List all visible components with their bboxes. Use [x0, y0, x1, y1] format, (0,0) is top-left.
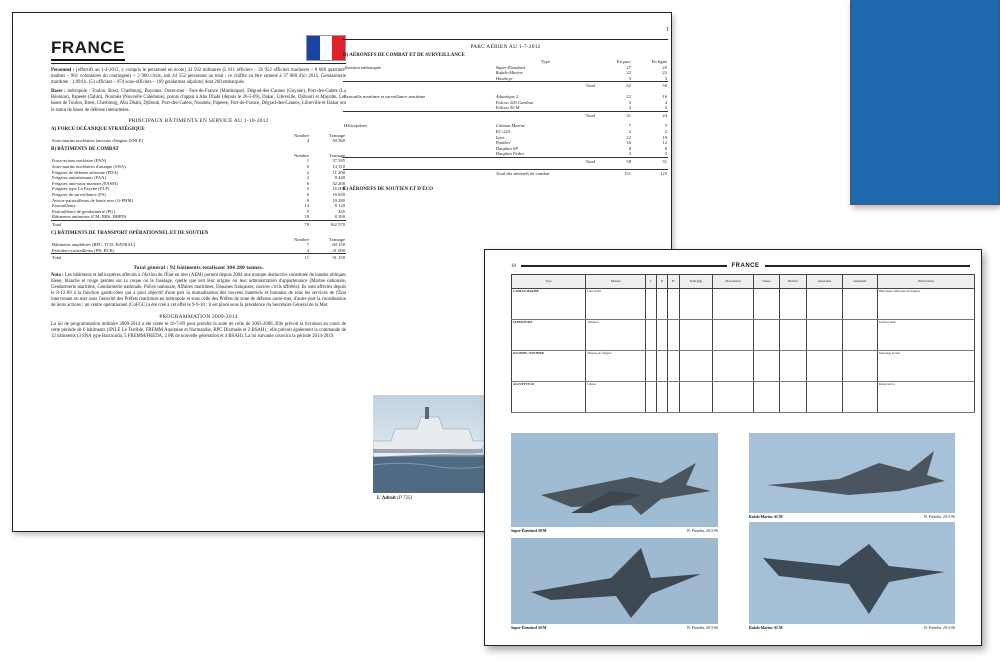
- note-paragraph: Nota : Les bâtiments et hélicoptères affectés à l'Action de l'État en mer (AEM) portent depuis 2004 une marque distinctive constituée de bandes obliques bleue, blanche et rouge peintes sur la coque ou le fuselage, quelle que soit leur origine ou leur administration d'appartenance (Marine nationale, Gendarmerie maritime, Gendarmerie nationale, Police nationale, Affaires maritimes, Douanes françaises, navires civils affrétés). Ils sont affectés depuis le 8-12-09 à la fonction garde-côtes qui a pour objectif d'une part la mutualisation des moyens matériels et humains de tous les services de l'État intervenant en mer sous l'autorité des Préfets maritimes en métropole et sous celle des Préfets de zone de défense outre-mer, d'autre part la coordination de leurs actions : un centre opérationnel (CoFGC) a été créé à cet effet le 9-9-10 ; il est placé sous la présidence du Secrétaire Général de la Mer.: [51, 272, 346, 309]
- table-row: Dauphin Pedro 3 3: [495, 151, 667, 157]
- aircraft-spec-table: [511, 274, 975, 413]
- table-row: Patrouilleurs de gendarmerie (PG) 5 445: [52, 208, 345, 214]
- table-row: Bâtiments antimines (CM, BRS, BBPD) 18 8 390: [52, 214, 345, 220]
- table-row: DAUPHIN / PANTHER Mission sur frégates Sauvetage en mer: [512, 351, 975, 382]
- section-a-table: [51, 133, 346, 144]
- total-row: Total 11 91 150: [52, 255, 345, 261]
- table-row: Dauphin SP 8 8: [495, 145, 667, 151]
- table-row: Frégates de défense aérienne (FDA) 2 11 200: [52, 169, 345, 175]
- col-header: Tonnage: [329, 132, 345, 138]
- col-header: Nombre: [293, 132, 309, 138]
- right-page: [484, 249, 982, 646]
- table-row: Falcon 50 M 4 4: [495, 105, 667, 111]
- column-rule: [343, 39, 668, 40]
- photo-caption-2: Rafale-Marine ACM B. Prézelin, 20-3-06: [749, 515, 955, 519]
- air-table: Type En parc En ligne Aviation embarquée Super-Étendard 27 25 Rafale-Marine 32 22 Hawkeye 3 3 Total 62 50 Patrouille maritime et surveillance maritime Atlantique 2 22 16 Falcon 200 Gardian 5 4 Falcon 50 M 4 4 Total 31 24 Hélicoptères Caïman Marine 7 5 EC-225 2 2 Lynx 22 19 Panther 16 12 Dauphin SP 8 8 Dauphin Pedro 3 3 Total 58 51 Total des aéronefs de combat 151 125: [344, 59, 667, 176]
- header-rule: [51, 63, 346, 64]
- page-header: [51, 27, 346, 61]
- right-page-header: [511, 263, 975, 269]
- table-row: Frégates type La Fayette (FLF) 5 16 000: [52, 186, 345, 192]
- table-row: Sous-marins nucléaires d'attaque (SNA) 6 14 310: [52, 164, 345, 170]
- total-row: Total 31 24: [343, 111, 668, 118]
- spec-col-header: L: [646, 275, 657, 289]
- section-b-heading: B) BÂTIMENTS DE COMBAT: [51, 146, 119, 152]
- grand-total-row: Total des aéronefs de combat 151 125: [343, 170, 668, 177]
- principal-heading: PRINCIPAUX BÂTIMENTS EN SERVICE AU 1-10-2012: [128, 117, 269, 124]
- table-row: Avisos-patrouilleurs de haute mer (A-PHM) 9 10 280: [52, 197, 345, 203]
- left-column: [51, 27, 346, 527]
- table-row: SUPER PUMA Transport Service public: [512, 320, 975, 351]
- personnel-paragraph: Personnel : [effectifs au 1-4-2012, y compris le personnel en école] 43 592 militaires (5 011 officiers – 26 952 officiers mariniers – 8 668 quartiers-maîtres – 961 volontaires du contingent) + 2 960 civils, soit 44 552 personnes au total ; ce chiffre va être ramené à 37 000 d'ici 2015. Gendarmerie maritime : 1 094 h. (51 officiers – 874 sous-officiers – 169 gendarmes adjoints) dont 260 embarqués.: [51, 68, 346, 86]
- section-b-table: [51, 153, 346, 228]
- photo-super-etendard-2: [511, 538, 718, 624]
- table-row: Patrouille maritime et surveillance maritime Atlantique 2 22 16: [344, 93, 667, 99]
- left-page-number: 1: [666, 27, 669, 33]
- col-header: Tonnage: [329, 236, 345, 242]
- table-row: Porte-avions nucléaire (PAN) 1 37 585: [52, 158, 345, 164]
- right-column: [343, 27, 668, 257]
- col-header: Nombre: [293, 152, 309, 158]
- table-row: Falcon 200 Gardian 5 4: [495, 99, 667, 105]
- spec-col-header: Vitesse: [754, 275, 780, 289]
- table-row: Lynx 22 19: [495, 134, 667, 140]
- photo-rafale-2: [749, 522, 955, 624]
- table-row: Panther 16 12: [495, 140, 667, 146]
- photo-caption-3: Super-Étendard SEM B. Prézelin, 20-3-06: [511, 626, 718, 630]
- programmation-paragraph: La loi de programmation militaire 2009-2014 a été votée le 16-7-09 pour prendre la suite de celle de 2003-2008. Elle prévoit la livraison au cours de cette période de 6 bâtiments (SNLE Le Terrible, FREMM Aquitaine et Normandie, BPC Dixmude et 2 BSAH) ; elle prévoit également la commande de 12 bâtiments (3 SNA type Barracuda, 5 FREMM/FREDA, 2 PR de nouvelle génération et 4 BSAH). La loi suivante couvrira la période 2014-2019.: [51, 321, 346, 339]
- table-row: Hawkeye 3 3: [495, 75, 667, 81]
- ship-photo: [373, 395, 493, 493]
- col-header: Nombre: [293, 236, 309, 242]
- programmation-heading: PROGRAMMATION 2009-2014: [159, 313, 238, 320]
- total-row: Total 78 162 570: [52, 221, 345, 227]
- table-row: EC-225 2 2: [495, 128, 667, 134]
- spec-col-header: H: [668, 275, 679, 289]
- spec-col-header: Motorisation: [713, 275, 754, 289]
- table-row: Frégates de surveillance (FS) 6 16 650: [52, 192, 345, 197]
- air-heading: PARC AÉRIEN AU 1-7-2012: [470, 44, 541, 50]
- right-page-number: 10: [511, 263, 516, 269]
- spec-col-header: Mission: [586, 275, 646, 289]
- spec-col-header: Armement: [842, 275, 877, 289]
- spec-col-header: Observations: [877, 275, 974, 289]
- france-flag-icon: [306, 35, 346, 61]
- section-c-heading: C) BÂTIMENTS DE TRANSPORT OPÉRATIONNEL ET DE SOUTIEN: [51, 230, 209, 236]
- table-row: Pétroliers-ravitailleurs (PR, BCR) 4 31 000: [52, 247, 345, 253]
- table-row: Frégates anti-sous-marines (FASM) 6 32 200: [52, 180, 345, 186]
- spec-col-header: Autonomie: [806, 275, 842, 289]
- right-page-title: FRANCE: [731, 263, 760, 269]
- photo-super-etendard-1: [511, 433, 718, 527]
- table-row: Patrouilleurs 14 8 120: [52, 203, 345, 209]
- section-d-heading: D) AÉRONEFS DE COMBAT ET DE SURVEILLANCE: [343, 53, 465, 58]
- spec-col-header: Type: [512, 275, 586, 289]
- table-row: Hélicoptères Caïman Marine 7 5: [344, 123, 667, 129]
- section-e-heading: E) AÉRONEFS DE SOUTIEN ET D'ÉCO: [343, 186, 434, 192]
- page-title: FRANCE: [51, 38, 125, 61]
- table-row: Rafale-Marine 32 22: [495, 70, 667, 76]
- table-row: Sous-marins nucléaires lanceurs d'engins (SNLE) 4 50 560: [52, 138, 345, 144]
- photo-caption-1: Super-Étendard SEM B. Prézelin, 20-3-06: [511, 529, 718, 533]
- bases-paragraph: Bases : métropole : Toulon, Brest, Cherbourg, Bayonne. Outre-mer : Fort-de-France (Martinique), Dégrad-des-Cannes (Guyane), Port-des-Galets (La Réunion), Papeete (Tahiti), Nouméa (Nouvelle Calédonie), points d'appui à Abu Dhabi (depuis le 26-5-09), Dakar, Libreville, Djibouti et Mayotte. Les bases de Toulon, Brest, Cherbourg, Abu Dhabi, Djibouti, Port-des-Galets, Nouméa, Papeete, Fort-de-France, Dégrad-des-Cannes, Libreville et Dakar ont le statut de bases de défense interarmées.: [51, 89, 346, 113]
- section-a-heading: A) FORCE OCÉANIQUE STRATÉGIQUE: [51, 126, 145, 132]
- table-row: CAÏMAN MARINE Lutte ASM Hélicoptère embarqué sur frégates: [512, 289, 975, 320]
- section-c-table: [51, 237, 346, 261]
- grand-total: Total général : 92 bâtiments totalisant 304 280 tonnes.: [133, 264, 264, 271]
- total-row: Total 62 50: [343, 82, 668, 89]
- ship-caption: L'Adroit (P 725): [377, 496, 413, 501]
- spec-col-header: Plafond: [779, 275, 806, 289]
- spec-col-header: D: [656, 275, 667, 289]
- photo-caption-4: Rafale-Marine ACM B. Prézelin, 20-3-06: [749, 626, 955, 630]
- blue-card: [850, 0, 1000, 205]
- col-header: Tonnage: [329, 152, 345, 158]
- table-row: Aviation embarquée Super-Étendard 27 25: [344, 64, 667, 70]
- table-row: ALOUETTE III Liaison Retrait prévu: [512, 382, 975, 413]
- total-row: Total 58 51: [343, 157, 668, 164]
- photo-rafale-1: [749, 433, 955, 513]
- spec-col-header: Poids (kg): [679, 275, 713, 289]
- table-row: Bâtiments amphibies (BPC, TCD, BATRAL) 7 60 150: [52, 242, 345, 248]
- table-row: Frégates antiaériennes (FAA) 2 8 440: [52, 175, 345, 181]
